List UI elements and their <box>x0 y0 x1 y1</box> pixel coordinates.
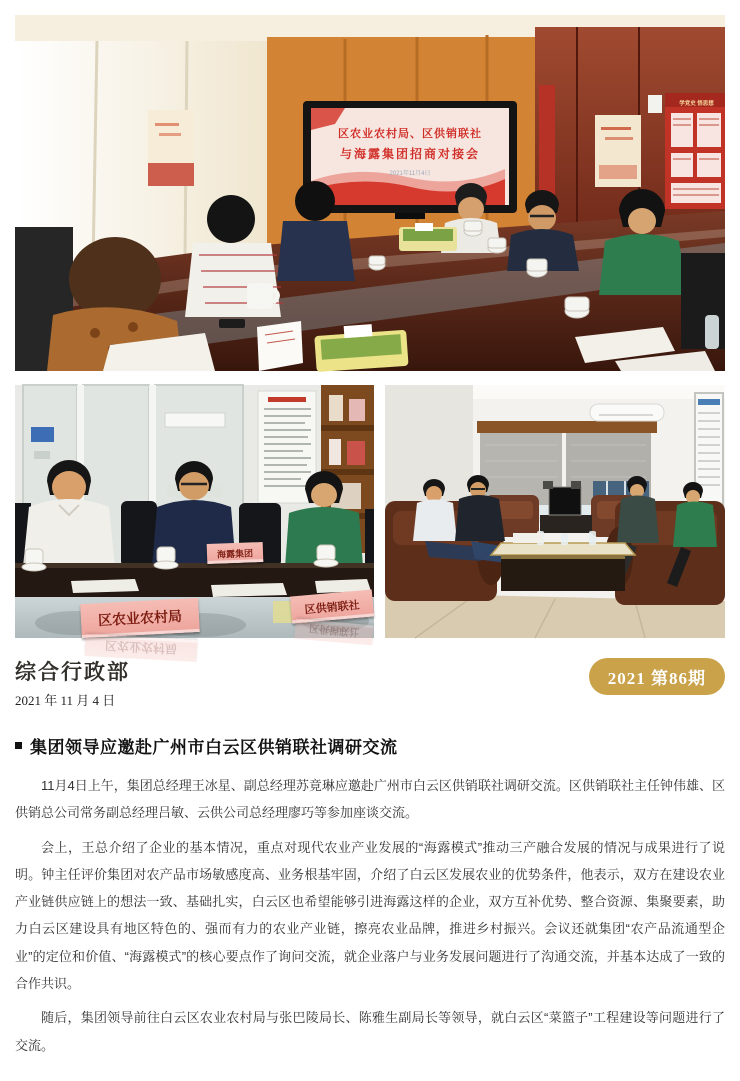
paragraph: 随后，集团领导前往白云区农业农村局与张巴陵局长、陈雅生副局长等领导，就白云区“菜篮子”工程建设等问题进行了交流。 <box>15 1010 725 1053</box>
name-card-supply-coop: 区供销联社 <box>290 589 374 623</box>
issue-date: 2021 年 11 月 4 日 <box>15 693 116 708</box>
tv-slide-line2: 与海露集团招商对接会 <box>339 147 480 161</box>
party-poster-title: 学党史 悟思想 <box>679 101 714 107</box>
wall-poster-party-history <box>665 93 725 209</box>
photo-delegation-table <box>15 385 374 657</box>
name-card-supply-coop-reflection: 区供销联社 <box>294 619 373 646</box>
photo-meeting-room <box>15 15 725 371</box>
article-headline-row <box>15 733 725 758</box>
article <box>15 733 725 1059</box>
name-card-agriculture-bureau-reflection: 区农业农村局 <box>85 634 198 662</box>
wall-sign-blue <box>31 427 54 442</box>
department-title: 综合行政部 <box>15 660 130 684</box>
issue-number-badge: 2021 第86期 <box>589 658 725 695</box>
masthead <box>15 656 725 709</box>
air-conditioner <box>590 404 664 421</box>
wall-poster-red-sliver <box>539 85 555 200</box>
sofa-meeting-scene <box>385 385 725 638</box>
article-headline: 集团领导应邀赴广州市白云区供销联社调研交流 <box>30 738 398 757</box>
photo-sofa-meeting <box>385 385 725 638</box>
name-card-hailu-group: 海露集团 <box>207 542 264 564</box>
photo-row <box>15 385 725 657</box>
name-card-agriculture-bureau: 区农业农村局 <box>80 598 200 638</box>
wall-poster-cream-right <box>595 115 641 187</box>
masthead-left <box>15 656 130 709</box>
qr-sign <box>648 95 662 113</box>
paragraph: 会上，王总介绍了企业的基本情况，重点对现代农业产业发展的“海露模式”推动三产融合发展的情况与成果进行了说明。钟主任评价集团对农产品市场敏感度高、业务根基牢固，介绍了白云区发展农业的优势条件，他表示，双方在建设农业产业链供应链上的想法一致、基础扎实，白云区也希望能够引进海露这样的企业，双方互补优势、整合资源、集聚要素，助力白云区建设具有地区特色的、强而有力的农业产业链，擦亮农业品牌，推进乡村振兴。会议还就集团“农产品流通型企业”的定位和价值、“海露模式”的核心要点作了询问交流，就企业落户与业务发展问题进行了沟通交流，并基本达成了一致的合作共识。 <box>15 839 725 992</box>
square-bullet-icon <box>15 742 22 749</box>
papers-on-table <box>513 533 543 543</box>
tv-slide-date: 2021年11月4日 <box>389 171 431 177</box>
paragraph: 11月4日上午，集团总经理王冰星、副总经理苏竟琳应邀赴广州市白云区供销联社调研交流。区供销联社主任钟伟雄、区供销总公司常务副总经理吕敏、云供公司总经理廖巧等参加座谈交流。 <box>15 778 725 821</box>
meeting-room-scene <box>15 15 725 371</box>
article-body <box>15 772 725 1059</box>
tv-slide-line1: 区农业农村局、区供销联社 <box>338 128 482 140</box>
wall-poster-cream-left <box>148 110 194 186</box>
